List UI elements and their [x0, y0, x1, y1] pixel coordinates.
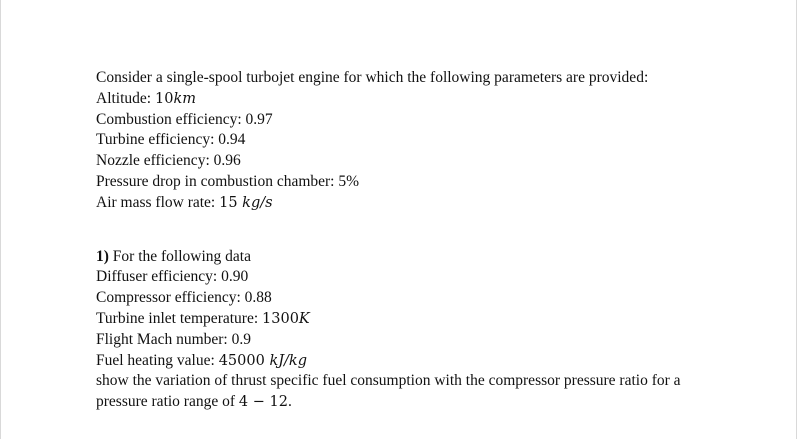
question-heading: For the following data [108, 247, 251, 265]
air-mass-flow-line [96, 193, 756, 214]
turbine-inlet-temp-unit: K [298, 310, 310, 327]
task-line-2 [96, 392, 756, 413]
air-mass-flow-label: Air mass flow rate: [96, 193, 220, 211]
fuel-heating-value-unit: kJ/kg [269, 352, 307, 369]
pressure-drop-line: Pressure drop in combustion chamber: 5% [96, 172, 360, 190]
air-mass-flow-unit: kg/s [242, 194, 273, 211]
flight-mach-line: Flight Mach number: 0.9 [96, 330, 251, 348]
compressor-efficiency-line: Compressor efficiency: 0.88 [96, 289, 272, 307]
fuel-heating-value-label: Fuel heating value: [96, 351, 219, 369]
task-line-1: show the variation of thrust specific fuel consumption with the compressor pressure ratio for a [96, 372, 681, 390]
question-heading-line [96, 247, 756, 268]
altitude-unit: km [173, 90, 196, 107]
pressure-ratio-range: 4 − 12 [238, 394, 288, 411]
task-line-2-prefix: pressure ratio range of [96, 393, 239, 411]
altitude-label: Altitude: [96, 89, 155, 107]
question-number: 1) [96, 247, 109, 265]
fuel-heating-value-line [96, 351, 756, 372]
turbine-inlet-temp-value: 1300 [262, 310, 299, 327]
turbine-inlet-temp-label: Turbine inlet temperature: [96, 309, 263, 327]
fuel-heating-value-value: 45000 [218, 352, 270, 369]
altitude-line [96, 89, 756, 110]
combustion-efficiency-line: Combustion efficiency: 0.97 [96, 110, 273, 128]
turbine-inlet-temp-line [96, 309, 756, 330]
air-mass-flow-value: 15 [219, 194, 243, 211]
turbine-efficiency-line: Turbine efficiency: 0.94 [96, 131, 246, 149]
spacer [96, 214, 756, 247]
intro-text: Consider a single-spool turbojet engine for which the following parameters are provided: [96, 69, 649, 86]
nozzle-efficiency-line: Nozzle efficiency: 0.96 [96, 152, 241, 170]
problem-text [96, 68, 756, 413]
diffuser-efficiency-line: Diffuser efficiency: 0.90 [96, 268, 249, 286]
altitude-value: 10 [154, 90, 174, 107]
task-line-2-suffix: . [287, 393, 292, 411]
